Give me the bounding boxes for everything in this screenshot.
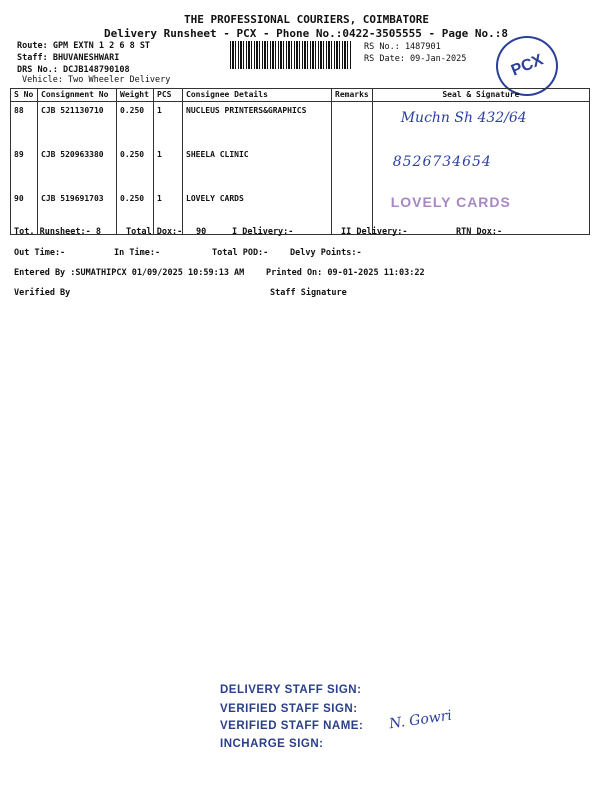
i-delivery: I Delivery:-: [232, 227, 294, 237]
handwritten-phone: 8526734654: [392, 154, 492, 170]
cell-signature: [372, 102, 589, 147]
delivery-staff-sign: DELIVERY STAFF SIGN:: [220, 684, 362, 696]
verified-by: Verified By: [14, 288, 71, 298]
total-dox-label: Total Dox:-: [126, 227, 183, 237]
rtn-dox: RTN Dox:-: [456, 227, 503, 237]
cell-consignment: CJB 519691703: [38, 190, 117, 235]
col-weight: Weight: [117, 89, 154, 102]
vehicle-label: Vehicle: Two Wheeler Delivery: [22, 75, 171, 85]
staff-signature: Staff Signature: [270, 288, 347, 298]
runsheet-title: Delivery Runsheet - PCX - Phone No.:0422-3505555 - Page No.:8: [104, 27, 508, 40]
out-time: Out Time:-: [14, 248, 66, 258]
cell-consignment: CJB 521130710: [38, 102, 117, 147]
col-consignment: Consignment No: [38, 89, 117, 102]
handwritten-name: N. Gowri: [388, 707, 453, 733]
cell-consignee: NUCLEUS PRINTERS&GRAPHICS: [183, 102, 332, 147]
cell-pcs: 1: [154, 190, 183, 235]
route-label: Route: GPM EXTN 1 2 6 8 ST: [17, 41, 151, 51]
cell-sno: 90: [11, 190, 38, 235]
entered-by: Entered By :SUMATHIPCX 01/09/2025 10:59:13 AM: [14, 268, 245, 278]
drs-number: DRS No.: DCJB148790108: [17, 65, 130, 75]
cell-weight: 0.250: [117, 146, 154, 190]
company-seal: LOVELY CARDS: [390, 194, 511, 210]
handwritten-signature: Muchn Sh 432/64: [400, 110, 527, 126]
pcx-stamp: [496, 36, 558, 96]
verified-staff-name: VERIFIED STAFF NAME:: [220, 720, 364, 732]
cell-consignment: CJB 520963380: [38, 146, 117, 190]
consignment-table: [10, 88, 590, 235]
cell-remarks: [332, 102, 373, 147]
table-header-row: [11, 89, 590, 102]
col-pcs: PCS: [154, 89, 183, 102]
cell-pcs: 1: [154, 102, 183, 147]
tot-runsheet: Tot. Runsheet:- 8: [14, 227, 101, 237]
cell-weight: 0.250: [117, 190, 154, 235]
staff-label: Staff: BHUVANESHWARI: [17, 53, 120, 63]
table-row: [11, 102, 590, 147]
ii-delivery: II Delivery:-: [341, 227, 408, 237]
in-time: In Time:-: [114, 248, 161, 258]
col-signature: Seal & Signature: [372, 89, 589, 102]
cell-weight: 0.250: [117, 102, 154, 147]
verified-staff-sign: VERIFIED STAFF SIGN:: [220, 703, 358, 715]
pcx-stamp-text: PCX: [508, 51, 546, 80]
cell-sno: 88: [11, 102, 38, 147]
table-row: [11, 146, 590, 190]
barcode: [230, 41, 352, 69]
col-consignee: Consignee Details: [183, 89, 332, 102]
company-title: THE PROFESSIONAL COURIERS, COIMBATORE: [184, 13, 430, 26]
cell-remarks: [332, 146, 373, 190]
delvy-points: Delvy Points:-: [290, 248, 362, 258]
rs-date: RS Date: 09-Jan-2025: [364, 54, 467, 64]
total-pod: Total POD:-: [212, 248, 269, 258]
col-sno: S No: [11, 89, 38, 102]
rs-number: RS No.: 1487901: [364, 42, 441, 52]
col-remarks: Remarks: [332, 89, 373, 102]
total-dox-value: 90: [196, 227, 207, 237]
cell-signature: [372, 146, 589, 190]
cell-consignee: LOVELY CARDS: [183, 190, 332, 235]
cell-pcs: 1: [154, 146, 183, 190]
cell-consignee: SHEELA CLINIC: [183, 146, 332, 190]
incharge-sign: INCHARGE SIGN:: [220, 738, 324, 750]
printed-on: Printed On: 09-01-2025 11:03:22: [266, 268, 425, 278]
cell-sno: 89: [11, 146, 38, 190]
